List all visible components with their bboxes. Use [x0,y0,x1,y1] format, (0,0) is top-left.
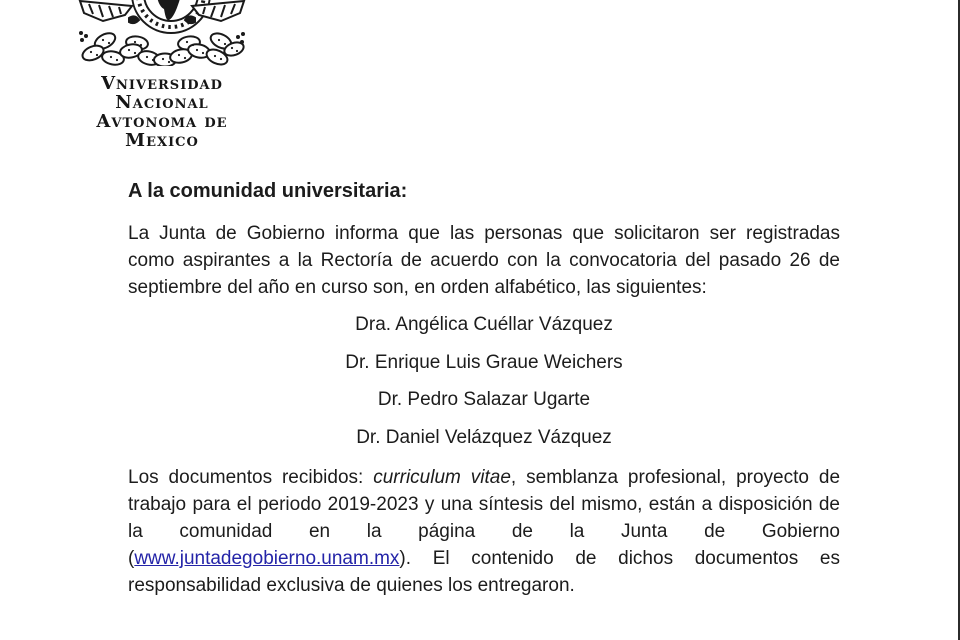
text-segment: como aspirantes a la Rectoría de acuerdo con la convocatoria del pasado 26 de [128,250,840,271]
text-line [128,220,840,247]
text-segment: responsabilidad exclusiva de quienes los entregaron. [128,575,575,596]
text-segment: Los documentos recibidos: [128,467,374,488]
unam-wordmark [57,74,267,150]
text-line [128,518,840,545]
letter-body [128,178,840,599]
text-line [128,491,840,518]
candidate-name: Dr. Enrique Luis Graue Weichers [345,351,623,373]
junta-de-gobierno-link[interactable]: www.juntadegobierno.unam.mx [134,548,400,569]
wordmark-line-3: Mexico [125,130,199,151]
documents-paragraph [128,464,840,599]
candidate-name: Dra. Angélica Cuéllar Vázquez [355,314,613,335]
candidate-name: Dr. Daniel Velázquez Vázquez [356,426,612,448]
text-line [128,572,840,599]
text-segment: trabajo para el periodo 2019-2023 y una síntesis del mismo, están a disposición de [128,494,840,515]
italic-phrase: curriculum vitae [373,467,511,488]
text-segment: ). El contenido de dichos documentos es [399,548,840,569]
text-line [128,464,840,491]
unam-crest-icon [77,0,247,66]
intro-paragraph [128,220,840,301]
unam-logo [57,0,267,150]
wordmark-line-2: Avtonoma de [96,111,228,132]
wordmark-line-1: Vniversidad Nacional [101,73,223,113]
text-segment: septiembre del año en curso son, en orden alfabético, las siguientes: [128,277,707,298]
text-segment: , semblanza profesional, proyecto de [510,467,841,488]
text-line [128,545,840,572]
text-line [128,247,840,274]
text-line [128,274,840,301]
candidate-list [128,306,840,456]
text-segment: La Junta de Gobierno informa que las personas que solicitaron ser registradas [128,223,840,244]
text-segment: la comunidad en la página de la Junta de Gobierno [128,521,840,542]
text-segment: ( [128,548,135,569]
candidate-name: Dr. Pedro Salazar Ugarte [377,389,591,410]
salutation: A la comunidad universitaria: [128,180,408,202]
